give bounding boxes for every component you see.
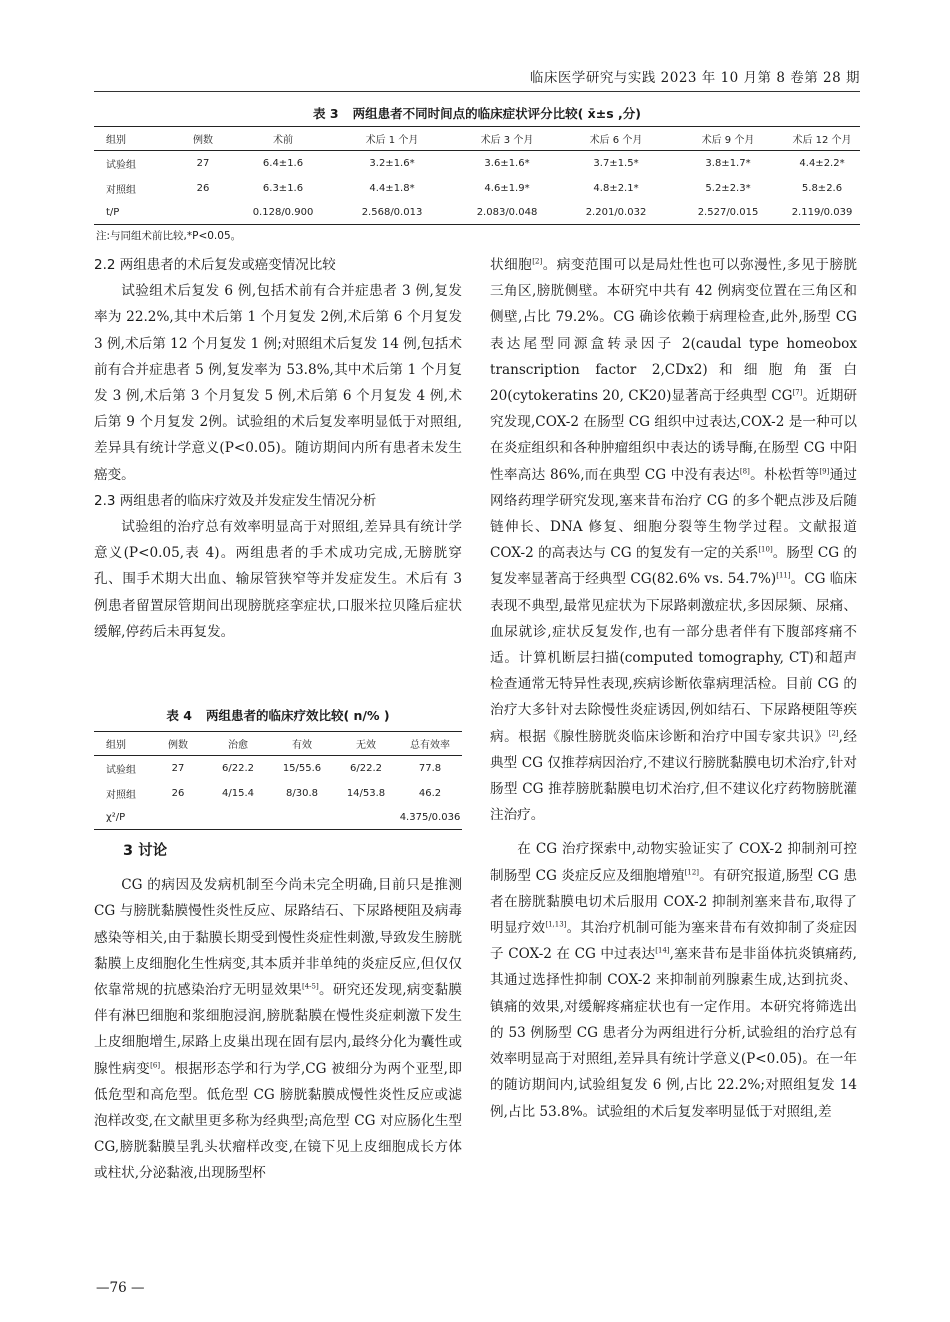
right-paragraph-1: [490, 252, 857, 828]
table3-header-cell: 术后 6 个月: [560, 127, 672, 151]
table3-row: [94, 177, 860, 201]
right-paragraph-2: [490, 836, 857, 1124]
text-run: CG 的病因及发病机制至今尚未完全明确,目前只是推测 CG 与膀胱黏膜慢性炎性反应、尿路结石、下尿路梗阻及病毒感染等相关,由于黏膜长期受到慢性炎症性刺激,导致发生膀胱黏膜上皮细胞化生性病变,其本质并非单纯的炎症反应,但仅仅依靠常规的抗感染治疗无明显效果: [94, 877, 462, 999]
table3-header-cell: 术后 1 个月: [330, 127, 454, 151]
text-run: 。CG 临床表现不典型,最常见症状为下尿路刺激症状,多因尿频、尿痛、血尿就诊,症状反复发作,也有一部分患者伴有下腹部疼痛不适。计算机断层扫描(computed tomography, CT)和超声检查通常无特异性表现,疾病诊断依靠病理活检。目前 CG 的治疗大多针对去除慢性炎症诱因,例如结石、下尿路梗阻等疾病。根据《腺性膀胱炎临床诊断和治疗中国专家共识》: [490, 571, 857, 745]
table3-header-cell: 组别: [94, 127, 170, 151]
citation: [9]: [819, 467, 830, 476]
table3-row: [94, 201, 860, 225]
text-run: 。病变范围可以是局灶性也可以弥漫性,多见于膀胱三角区,膀胱侧壁。本研究中共有 42 例病变位置在三角区和侧壁,占比 79.2%。CG 确诊依赖于病理检查,此外,肠型 CG 表达尾型同源盒转录因子 2(caudal type homeobox transcription factor 2,CDx2)和细胞角蛋白 20(cytokeratins 20, CK20)显著高于经典型 CG: [490, 257, 858, 405]
table3-cell: 试验组: [106, 160, 136, 172]
table3-cell: 2.568/0.013: [330, 201, 454, 225]
table4-cell: 14/53.8: [346, 788, 386, 799]
citation: [8]: [739, 467, 750, 476]
citation: [2]: [532, 257, 543, 266]
text-run: 。近期研究发现,COX-2 在肠型 CG 组织中过表达,COX-2 是一种可以在炎症组织和各种肿瘤组织中表达的诱导酶,在肠型 CG 中阳性率高达 86%,而在典型 CG 中没有表达: [490, 388, 857, 483]
table4-title: 两组患者的临床疗效比较( n/% ): [205, 708, 390, 723]
table4-cell: 77.8: [418, 763, 442, 775]
table3-cell: 2.119/0.039: [784, 201, 860, 225]
table4-header-cell: 组别: [94, 732, 150, 756]
table3-cell: 5.2±2.3*: [705, 183, 751, 194]
table3-cell: 对照组: [106, 185, 136, 196]
table3-cell: 4.8±2.1*: [593, 183, 639, 194]
table3-number: 表 3: [313, 106, 339, 121]
table3-cell: 26: [196, 183, 210, 194]
table4-row: [94, 806, 462, 830]
table4-cell: [150, 806, 206, 830]
citation: [2]: [828, 729, 839, 738]
text-run: 通过网络药理学研究发现,塞来昔布治疗 CG 的多个靶点涉及后随链伸长、DNA 修复、细胞分裂等生物学过程。文献报道 COX-2 的高表达与 CG 的复发有一定的关系: [490, 466, 858, 562]
table4-cell: 15/55.6: [282, 763, 322, 775]
table4-cell: 4/15.4: [222, 788, 254, 799]
table3-header-cell: 例数: [170, 127, 236, 151]
table4-number: 表 4: [166, 708, 192, 723]
citation: [14]: [655, 946, 670, 955]
table3-title: 两组患者不同时间点的临床症状评分比较( x̄±s ,分): [352, 106, 641, 121]
table4-cell: χ²/P: [94, 806, 150, 830]
table3-cell: 27: [196, 158, 210, 170]
left-column-top: [94, 252, 462, 645]
table3-header-row: [94, 127, 860, 151]
section-2-2-text: 试验组术后复发 6 例,包括术前有合并症患者 3 例,复发率为 22.2%,其中术后第 1 个月复发 2例,术后第 6 个月复发 3 例,术后第 12 个月复发 1 例;对照组术后复发 14 例,包括术前有合并症患者 5 例,复发率为 53.8%,其中术后第 1 个月复发 3 例,术后第 3 个月复发 5 例,术后第 6 个月复发 4 例,术后第 9 个月复发 2例。试验组的术后复发率明显低于对照组,差异具有统计学意义(P<0.05)。随访期间内所有患者未发生癌变。: [94, 283, 462, 483]
text-run: 在 CG 治疗探索中,动物实验证实了 COX-2 抑制剂可控制肠型 CG 炎症反应及细胞增殖: [490, 841, 857, 884]
table3-note: 注:与同组术前比较,*P<0.05。: [96, 230, 242, 242]
right-column: [490, 252, 857, 1125]
table3-cell: 3.7±1.5*: [593, 158, 639, 170]
table3-cell: 3.8±1.7*: [705, 158, 751, 170]
table4-row: [94, 782, 462, 806]
table4-header-cell: 有效: [270, 732, 334, 756]
table3-cell: 3.2±1.6*: [369, 158, 415, 170]
text-run: 。研究还发现,病变黏膜伴有淋巴细胞和浆细胞浸润,膀胱黏膜在慢性炎症刺激下发生上皮细胞增生,尿路上皮巢出现在固有层内,最终分化为囊性或腺性病变: [94, 982, 462, 1077]
table4-cell: 4.375/0.036: [398, 806, 462, 830]
table4-cell: 46.2: [418, 788, 442, 799]
table3-cell: 2.201/0.032: [560, 201, 672, 225]
table4-cell: 对照组: [106, 790, 136, 801]
page-number: —76 —: [96, 1280, 145, 1296]
table4-caption: [94, 706, 462, 724]
table4-cell: [270, 806, 334, 830]
citation: [4-5]: [302, 982, 319, 991]
table4-cell: 8/30.8: [286, 788, 318, 799]
table3-cell: 5.8±2.6: [801, 183, 843, 194]
table3: [94, 126, 860, 225]
table3-cell: t/P: [94, 201, 170, 225]
table4-cell: 试验组: [106, 765, 136, 777]
text-run: 。有研究报道,肠型 CG 患者在膀胱黏膜电切术后服用 COX-2 抑制剂塞来昔布,取得了明显疗效: [490, 867, 857, 937]
table4-row: [94, 756, 462, 782]
left-column-bottom: [94, 838, 462, 1187]
citation: [11]: [776, 571, 791, 580]
citation: [1,13]: [545, 920, 567, 929]
text-run: 。其治疗机制可能为塞来昔布有效抑制了炎症因子 COX-2 在 CG 中过表达: [490, 920, 858, 963]
table3-header-cell: 术前: [236, 127, 330, 151]
text-run: 状细胞: [490, 257, 533, 273]
table3-cell: 3.6±1.6*: [484, 158, 530, 170]
table3-cell: 4.6±1.9*: [484, 183, 530, 194]
table4-header-cell: 总有效率: [398, 732, 462, 756]
text-run: 。根据形态学和行为学,CG 被细分为两个亚型,即低危型和高危型。低危型 CG 膀胱黏膜成慢性炎性反应或滤泡样改变,在文献里更多称为经典型;高危型 CG 对应肠化生型 CG,膀胱黏膜呈乳头状瘤样改变,在镜下见上皮细胞成长方体或柱状,分泌黏液,出现肠型杯: [94, 1060, 462, 1182]
table3-row: [94, 151, 860, 177]
citation: [12]: [684, 868, 700, 877]
table4: [94, 731, 462, 830]
journal-header: 临床医学研究与实践 2023 年 10 月第 8 卷第 28 期: [529, 70, 860, 86]
citation: [7]: [792, 388, 803, 397]
section-2-3-text: 试验组的治疗总有效率明显高于对照组,差异具有统计学意义(P<0.05,表 4)。两组患者的手术成功完成,无膀胱穿孔、围手术期大出血、输尿管狭窄等并发症发生。术后有 3 例患者留置尿管期间出现膀胱痉挛症状,口服米拉贝隆后症状缓解,停药后未再复发。: [94, 519, 462, 640]
table4-cell: 27: [171, 763, 185, 775]
table3-caption: [94, 104, 860, 122]
text-run: ,塞来昔布是非甾体抗炎镇痛药,其通过选择性抑制 COX-2 来抑制前列腺素生成,达到抗炎、镇痛的效果,对缓解疼痛症状也有一定作用。本研究将筛选出的 53 例肠型 CG 患者分为两组进行分析,试验组的治疗总有效率明显高于对照组,差异具有统计学意义(P<0.05)。在一年的随访期间内,试验组复发 6 例,占比 22.2%;对照组复发 14例,占比 53.8%。试验组的术后复发率明显低于对照组,差: [490, 946, 857, 1120]
table3-cell: 6.4±1.6: [262, 158, 304, 170]
text-run: ,经典型 CG 仅推荐病因治疗,不建议行膀胱黏膜电切术治疗,针对肠型 CG 推荐膀胱黏膜电切术治疗,但不建议化疗药物膀胱灌注治疗。: [490, 728, 857, 824]
citation: [6]: [150, 1061, 161, 1070]
table4-header-row: [94, 732, 462, 756]
table3-header-cell: 术后 12 个月: [784, 127, 860, 151]
table3-cell: 6.3±1.6: [262, 183, 304, 194]
table4-cell: [334, 806, 398, 830]
table4-cell: [206, 806, 270, 830]
table3-header-cell: 术后 3 个月: [454, 127, 560, 151]
table4-header-cell: 无效: [334, 732, 398, 756]
table3-header-cell: 术后 9 个月: [672, 127, 784, 151]
table3-cell: [170, 201, 236, 225]
table4-cell: 26: [171, 788, 185, 799]
table3-cell: 2.527/0.015: [672, 201, 784, 225]
citation: [10]: [758, 545, 773, 554]
header-rule: [94, 91, 860, 92]
discussion-paragraph-1: [94, 872, 462, 1186]
table4-header-cell: 例数: [150, 732, 206, 756]
text-run: 。朴松哲等: [749, 466, 820, 483]
section-3-title: 3 讨论: [123, 843, 168, 859]
table4-header-cell: 治愈: [206, 732, 270, 756]
table3-cell: 2.083/0.048: [454, 201, 560, 225]
table4-cell: 6/22.2: [350, 763, 382, 775]
section-2-2-title: 2.2 两组患者的术后复发或癌变情况比较: [94, 257, 336, 273]
text-run: 。肠型 CG 的复发率显著高于经典型 CG(82.6% vs. 54.7%): [490, 545, 857, 588]
table3-cell: 0.128/0.900: [236, 201, 330, 225]
table3-cell: 4.4±1.8*: [369, 183, 415, 194]
section-2-3-title: 2.3 两组患者的临床疗效及并发症发生情况分析: [94, 492, 377, 509]
table3-cell: 4.4±2.2*: [799, 158, 845, 170]
table4-cell: 6/22.2: [222, 763, 254, 775]
